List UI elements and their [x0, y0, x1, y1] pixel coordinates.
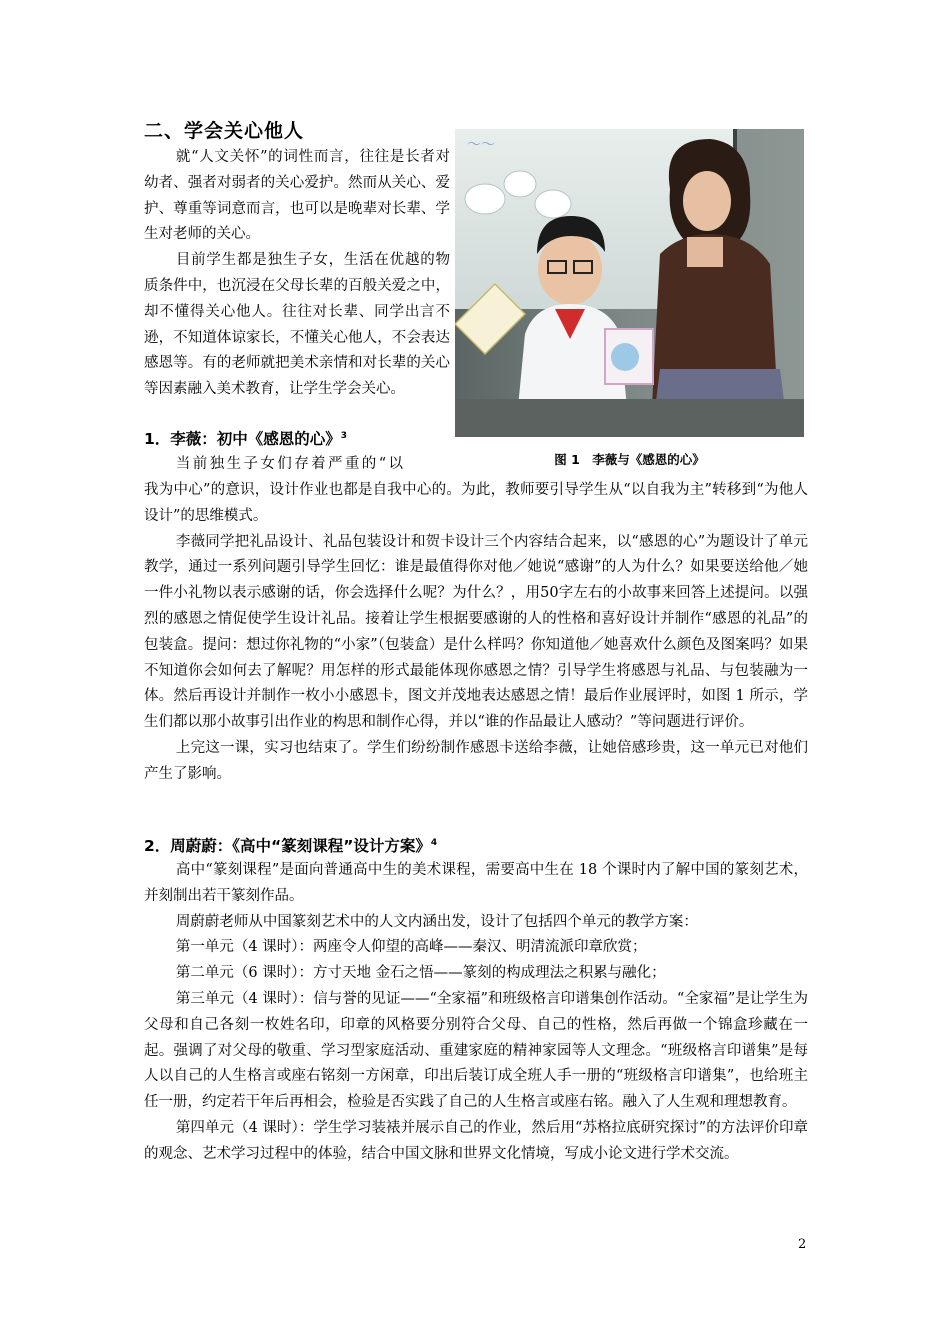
- case2-paragraph-5: 第三单元（4 课时）：信与誉的见证——“全家福”和班级格言印谱集创作活动。“全家福”是让学生为父母和自己各刻一枚姓名印，印章的风格要分别符合父母、自己的性格，然后再做一个锦盒珍藏在一起。强调了对父母的敬重、学习型家庭活动、重建家庭的精神家园等人文理念。“班级格言印谱集”是每人以自己的人生格言或座右铭刻一方闲章，印出后装订成全班人手一册的“班级格言印谱集”，也给班主任一册，约定若干年后再相会，检验是否实践了自己的人生格言或座右铭。融入了人生观和理想教育。: [144, 990, 808, 1111]
- case2-paragraph-6: 第四单元（4 课时）：学生学习装裱并展示自己的作业，然后用“苏格拉底研究探讨”的方法评价印章的观念、艺术学习过程中的体验，结合中国文脉和世界文化情境，写成小论文进行学术交流。: [144, 1119, 808, 1162]
- case2-paragraph-2: 周蔚蔚老师从中国篆刻艺术中的人文内涵出发，设计了包括四个单元的教学方案：: [175, 913, 698, 930]
- intro-paragraph-1: 就“人文关怀”的词性而言，往往是长者对幼者、强者对弱者的关心爱护。然而从关心、爱护、尊重等词意而言，也可以是晚辈对长辈、学生对老师的关心。: [144, 149, 450, 243]
- case1-paragraph-2: 上完这一课，实习也结束了。学生们纷纷制作感恩卡送给李薇，让她倍感珍贵，这一单元已对他们产生了影响。: [144, 739, 808, 782]
- case1-heading: [144, 427, 347, 449]
- case2-paragraph-1: 高中“篆刻课程”是面向普通高中生的美术课程，需要高中生在 18 个课时内了解中国的篆刻艺术，并刻制出若干篆刻作品。: [144, 862, 808, 904]
- case1-paragraph-1: 李薇同学把礼品设计、礼品包装设计和贺卡设计三个内容结合起来，以“感恩的心”为题设计了单元教学，通过一系列问题引导学生回忆：谁是最值得你对他／她说“感谢”的人为什么？如果要送给他／她一件小礼物以表示感谢的话，你会选择什么呢？为什么？，用50字左右的小故事来回答上述提问。以强烈的感恩之情促使学生设计礼品。接着让学生根据要感谢的人的性格和喜好设计并制作“感恩的礼品”的包装盒。提问：想过你礼物的“小家”（包装盒）是什么样吗？你知道他／她喜欢什么颜色及图案吗？如果不知道你会如何去了解呢？用怎样的形式最能体现你感恩之情？引导学生将感恩与礼品、与包装融为一体。然后再设计并制作一枚小小感恩卡，图文并茂地表达感恩之情！最后作业展评时，如图 1 所示，学生们都以那小故事引出作业的构思和制作心得，并以“谁的作品最让人感动？”等问题进行评价。: [144, 533, 808, 731]
- case1-first-line: 当前独生子女们存着严重的“以: [175, 456, 406, 472]
- page-number: 2: [798, 1237, 807, 1252]
- classroom-photo-illustration: [455, 129, 804, 437]
- case2-heading-text: 2．周蔚蔚：《高中“篆刻课程”设计方案》: [144, 837, 431, 855]
- case2-footnote-ref: 4: [430, 837, 438, 848]
- figure-photo: [455, 129, 804, 437]
- figure-caption: 图 1 李薇与《感恩的心》: [554, 452, 705, 467]
- case1-footnote-ref: 3: [340, 430, 348, 441]
- case2-heading: [144, 834, 437, 856]
- intro-paragraph-2: 目前学生都是独生子女，生活在优越的物质条件中，也沉浸在父母长辈的百般关爱之中，却不懂得关心他人。往往对长辈、同学出言不逊，不知道体谅家长，不懂关心他人，不会表达感恩等。有的老师就把美术亲情和对长辈的关心等因素融入美术教育，让学生学会关心。: [144, 252, 450, 398]
- section-title: 二、学会关心他人: [144, 120, 305, 142]
- case2-paragraph-4: 第二单元（6 课时）：方寸天地 金石之悟——篆刻的构成理法之积累与融化；: [175, 965, 666, 982]
- intro-text: [144, 145, 450, 403]
- case1-continuation: 我为中心”的意识，设计作业也都是自我中心的。为此，教师要引导学生从“以自我为主”转移到“为他人设计”的思维模式。: [144, 482, 808, 524]
- case2-body: [144, 858, 808, 1168]
- case1-body: [144, 478, 808, 788]
- case2-paragraph-3: 第一单元（4 课时）：两座令人仰望的高峰——秦汉、明清流派印章欣赏；: [175, 939, 647, 956]
- svg-text:〜〜: 〜〜: [467, 137, 495, 153]
- case1-heading-text: 1．李薇：初中《感恩的心》: [144, 430, 341, 448]
